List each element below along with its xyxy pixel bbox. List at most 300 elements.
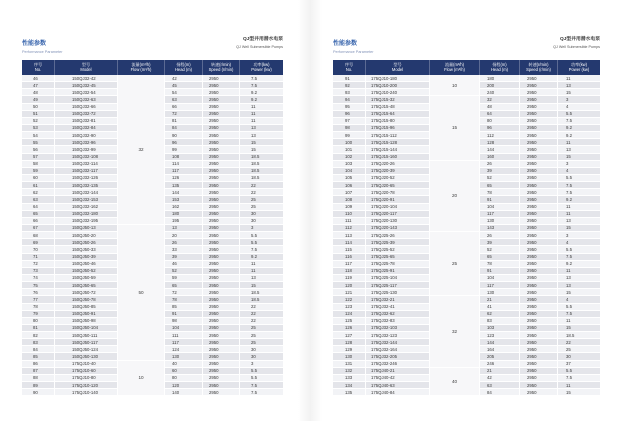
cell-head: 72 — [165, 289, 203, 296]
cell-power: 5.5 — [558, 304, 600, 311]
cell-head: 112 — [480, 132, 520, 139]
cell-model: 150QJ32-180 — [55, 211, 118, 218]
cell-speed: 2950 — [520, 353, 558, 360]
cell-model: 175QJ25-26 — [366, 232, 430, 239]
cell-head: 39 — [165, 254, 203, 261]
cell-power: 15 — [240, 146, 283, 153]
cell-power: 11 — [240, 111, 283, 118]
cell-speed: 2950 — [203, 132, 240, 139]
cell-speed: 2950 — [203, 161, 240, 168]
cell-model: 175QJ20-117 — [366, 211, 430, 218]
cell-speed: 2950 — [203, 232, 240, 239]
cell-speed: 2950 — [520, 289, 558, 296]
cell-head: 164 — [480, 346, 520, 353]
cell-power: 13 — [240, 125, 283, 132]
cell-head: 135 — [165, 182, 203, 189]
header-label-en: Power (kw) — [568, 67, 590, 73]
cell-model: 175QJ40-42 — [366, 375, 430, 382]
cell-speed: 2950 — [520, 211, 558, 218]
cell-model: 150QJ32-54 — [55, 89, 118, 96]
cell-power: 5.5 — [558, 175, 600, 182]
cell-power: 30 — [240, 353, 283, 360]
cell-power: 7.5 — [558, 311, 600, 318]
cell-model: 175QJ15-128 — [366, 139, 430, 146]
cell-head: 85 — [165, 304, 203, 311]
cell-head: 104 — [480, 275, 520, 282]
cell-head: 60 — [165, 368, 203, 375]
cell-power: 9.2 — [240, 96, 283, 103]
cell-head: 240 — [480, 89, 520, 96]
cell-power: 22 — [240, 311, 283, 318]
cell-speed: 2950 — [520, 161, 558, 168]
cell-speed: 2950 — [520, 118, 558, 125]
cell-no: 56 — [22, 146, 55, 153]
cell-speed: 2950 — [203, 182, 240, 189]
cell-speed: 2950 — [520, 268, 558, 275]
cell-power: 7.5 — [240, 382, 283, 389]
cell-head: 39 — [480, 239, 520, 246]
cell-speed: 2950 — [520, 389, 558, 396]
table-header-row — [333, 60, 600, 76]
cell-no: 128 — [333, 339, 366, 346]
cell-model: 175QJ32-41 — [366, 304, 430, 311]
cell-speed: 2950 — [203, 282, 240, 289]
cell-no: 79 — [22, 311, 55, 318]
cell-head: 78 — [165, 296, 203, 303]
cell-power: 11 — [558, 382, 600, 389]
cell-head: 160 — [480, 154, 520, 161]
cell-no: 101 — [333, 146, 366, 153]
cell-power: 3 — [240, 361, 283, 368]
cell-power: 7.5 — [558, 182, 600, 189]
cell-no: 50 — [22, 104, 55, 111]
header-label-en: Power (kw) — [251, 67, 272, 73]
cell-power: 11 — [558, 318, 600, 325]
table-header-row — [22, 60, 283, 76]
cell-head: 117 — [480, 211, 520, 218]
cell-no: 59 — [22, 168, 55, 175]
cell-head: 20 — [165, 232, 203, 239]
cell-no: 129 — [333, 346, 366, 353]
cell-no: 66 — [22, 218, 55, 225]
cell-head: 180 — [480, 75, 520, 82]
cell-model: 150QJ50-59 — [55, 275, 118, 282]
header-label-cn: 功率(kw) — [571, 62, 587, 68]
cell-speed: 2950 — [203, 82, 240, 89]
cell-no: 78 — [22, 304, 55, 311]
cell-head: 104 — [165, 325, 203, 332]
cell-no: 117 — [333, 261, 366, 268]
cell-speed: 2950 — [520, 82, 558, 89]
header-cell-power — [558, 60, 600, 76]
cell-power: 15 — [558, 225, 600, 232]
cell-power: 11 — [240, 118, 283, 125]
cell-power: 22 — [240, 318, 283, 325]
cell-model: 150QJ32-81 — [55, 118, 118, 125]
cell-model: 150QJ32-96 — [55, 139, 118, 146]
cell-flow: 25 — [430, 232, 480, 296]
cell-speed: 2950 — [520, 204, 558, 211]
cell-no: 108 — [333, 196, 366, 203]
cell-model: 175QJ32-164 — [366, 346, 430, 353]
cell-speed: 2950 — [520, 361, 558, 368]
cell-power: 5.5 — [558, 368, 600, 375]
cell-model: 175QJ25-91 — [366, 268, 430, 275]
cell-model: 150QJ50-78 — [55, 296, 118, 303]
header-label-en: Model — [80, 67, 92, 73]
cell-head: 21 — [480, 296, 520, 303]
cell-head: 39 — [480, 168, 520, 175]
cell-no: 96 — [333, 111, 366, 118]
product-title-en: QJ Well Submersible Pumps — [236, 44, 283, 49]
cell-power: 7.5 — [240, 75, 283, 82]
cell-model: 150QJ32-126 — [55, 175, 118, 182]
cell-no: 94 — [333, 96, 366, 103]
cell-model: 175QJ15-112 — [366, 132, 430, 139]
cell-model: 175QJ32-83 — [366, 318, 430, 325]
cell-head: 54 — [165, 89, 203, 96]
cell-speed: 2950 — [203, 96, 240, 103]
cell-no: 57 — [22, 154, 55, 161]
cell-speed: 2950 — [520, 346, 558, 353]
cell-power: 4 — [558, 168, 600, 175]
cell-no: 106 — [333, 182, 366, 189]
cell-speed: 2950 — [203, 325, 240, 332]
cell-power: 25 — [558, 346, 600, 353]
cell-no: 132 — [333, 368, 366, 375]
cell-flow: 10 — [430, 75, 480, 96]
cell-no: 49 — [22, 96, 55, 103]
cell-no: 111 — [333, 218, 366, 225]
cell-no: 91 — [333, 75, 366, 82]
header-label-en: Head (m) — [490, 67, 509, 73]
cell-head: 126 — [165, 175, 203, 182]
cell-head: 65 — [165, 282, 203, 289]
cell-head: 62 — [480, 311, 520, 318]
cell-model: 150QJ50-52 — [55, 268, 118, 275]
cell-speed: 2950 — [520, 196, 558, 203]
cell-speed: 2950 — [520, 111, 558, 118]
cell-head: 48 — [480, 104, 520, 111]
cell-head: 84 — [165, 125, 203, 132]
cell-no: 131 — [333, 361, 366, 368]
cell-no: 76 — [22, 289, 55, 296]
cell-speed: 2950 — [203, 225, 240, 232]
cell-no: 80 — [22, 318, 55, 325]
cell-head: 195 — [165, 218, 203, 225]
cell-power: 11 — [558, 211, 600, 218]
cell-head: 117 — [480, 282, 520, 289]
cell-power: 5.5 — [240, 368, 283, 375]
cell-no: 60 — [22, 175, 55, 182]
header-cell-speed — [520, 60, 558, 76]
cell-speed: 2950 — [520, 132, 558, 139]
cell-head: 78 — [480, 261, 520, 268]
cell-head: 96 — [165, 139, 203, 146]
cell-head: 200 — [480, 82, 520, 89]
cell-speed: 2950 — [203, 196, 240, 203]
cell-model: 175QJ25-104 — [366, 275, 430, 282]
cell-no: 97 — [333, 118, 366, 125]
cell-no: 85 — [22, 353, 55, 360]
cell-speed: 2950 — [520, 104, 558, 111]
cell-speed: 2950 — [203, 125, 240, 132]
header-label-en: No. — [345, 67, 353, 73]
cell-head: 143 — [480, 225, 520, 232]
cell-model: 175QJ25-65 — [366, 254, 430, 261]
table-body — [22, 75, 283, 396]
cell-power: 9.2 — [558, 196, 600, 203]
cell-no: 84 — [22, 346, 55, 353]
cell-power: 11 — [558, 139, 600, 146]
cell-head: 84 — [480, 389, 520, 396]
cell-head: 90 — [165, 132, 203, 139]
cell-no: 46 — [22, 75, 55, 82]
cell-head: 13 — [165, 225, 203, 232]
cell-model: 150QJ50-72 — [55, 289, 118, 296]
cell-head: 46 — [165, 261, 203, 268]
cell-no: 103 — [333, 161, 366, 168]
cell-head: 124 — [165, 346, 203, 353]
cell-head: 66 — [165, 104, 203, 111]
cell-speed: 2950 — [520, 339, 558, 346]
cell-model: 150QJ50-46 — [55, 261, 118, 268]
cell-model: 175QJ32-103 — [366, 325, 430, 332]
cell-model: 150QJ50-85 — [55, 304, 118, 311]
cell-speed: 2950 — [203, 375, 240, 382]
cell-model: 150QJ32-42 — [55, 75, 118, 82]
cell-no: 88 — [22, 375, 55, 382]
cell-flow: 10 — [118, 361, 165, 397]
cell-speed: 2950 — [520, 332, 558, 339]
catalog-page-right — [310, 0, 620, 421]
cell-model: 150QJ50-98 — [55, 318, 118, 325]
cell-flow: 15 — [430, 96, 480, 160]
cell-power: 9.2 — [558, 132, 600, 139]
cell-model: 175QJ20-104 — [366, 204, 430, 211]
header-label-cn: 序号 — [33, 62, 43, 68]
header-label-en: Speed (r/min) — [526, 67, 551, 73]
section-title-en: Performance Parameter — [333, 49, 374, 54]
cell-model: 150QJ32-45 — [55, 82, 118, 89]
header-label-en: Model — [391, 67, 404, 73]
cell-model: 150QJ32-63 — [55, 96, 118, 103]
cell-head: 111 — [165, 332, 203, 339]
cell-model: 175QJ10-140 — [55, 389, 118, 396]
header-cell-model — [55, 60, 118, 76]
cell-speed: 2950 — [520, 232, 558, 239]
cell-model: 150QJ32-66 — [55, 104, 118, 111]
cell-head: 64 — [480, 111, 520, 118]
cell-power: 15 — [558, 154, 600, 161]
cell-model: 150QJ32-195 — [55, 218, 118, 225]
cell-power: 30 — [558, 353, 600, 360]
cell-power: 22 — [240, 189, 283, 196]
cell-power: 25 — [240, 204, 283, 211]
cell-head: 98 — [165, 318, 203, 325]
cell-power: 22 — [558, 339, 600, 346]
cell-head: 130 — [165, 353, 203, 360]
cell-power: 4 — [558, 296, 600, 303]
cell-no: 68 — [22, 232, 55, 239]
cell-power: 9.2 — [558, 261, 600, 268]
cell-head: 120 — [165, 382, 203, 389]
cell-head: 80 — [165, 375, 203, 382]
cell-power: 7.5 — [558, 118, 600, 125]
cell-speed: 2950 — [203, 89, 240, 96]
cell-no: 124 — [333, 311, 366, 318]
cell-speed: 2950 — [203, 218, 240, 225]
cell-no: 98 — [333, 125, 366, 132]
cell-power: 30 — [240, 211, 283, 218]
cell-no: 62 — [22, 189, 55, 196]
cell-speed: 2950 — [520, 125, 558, 132]
cell-model: 175QJ32-21 — [366, 296, 430, 303]
cell-power: 25 — [240, 196, 283, 203]
cell-model: 150QJ32-144 — [55, 189, 118, 196]
cell-model: 150QJ32-162 — [55, 204, 118, 211]
cell-no: 120 — [333, 282, 366, 289]
cell-model: 175QJ20-39 — [366, 168, 430, 175]
header-cell-no — [22, 60, 55, 76]
cell-model: 175QJ25-117 — [366, 282, 430, 289]
cell-speed: 2950 — [203, 289, 240, 296]
cell-no: 113 — [333, 232, 366, 239]
cell-flow: 40 — [430, 368, 480, 397]
section-title-cn: 性能参数 — [22, 41, 47, 47]
header-label-en: Flow (m³/h) — [130, 67, 152, 73]
cell-power: 25 — [240, 339, 283, 346]
cell-speed: 2950 — [520, 261, 558, 268]
cell-no: 121 — [333, 289, 366, 296]
cell-power: 11 — [558, 75, 600, 82]
cell-model: 150QJ32-117 — [55, 168, 118, 175]
cell-power: 25 — [240, 325, 283, 332]
cell-model: 150QJ50-13 — [55, 225, 118, 232]
cell-head: 40 — [165, 361, 203, 368]
cell-speed: 2950 — [203, 304, 240, 311]
cell-power: 7.5 — [558, 254, 600, 261]
cell-power: 15 — [558, 389, 600, 396]
header-label-en: Speed (r/min) — [208, 67, 234, 73]
cell-no: 107 — [333, 189, 366, 196]
cell-head: 144 — [165, 189, 203, 196]
cell-model: 150QJ50-117 — [55, 339, 118, 346]
cell-no: 114 — [333, 239, 366, 246]
cell-speed: 2950 — [520, 175, 558, 182]
cell-head: 65 — [480, 254, 520, 261]
cell-head: 52 — [165, 268, 203, 275]
cell-model: 150QJ50-26 — [55, 239, 118, 246]
cell-model: 175QJ10-40 — [55, 361, 118, 368]
cell-head: 80 — [480, 118, 520, 125]
cell-power: 9.2 — [240, 254, 283, 261]
cell-power: 3 — [558, 161, 600, 168]
cell-model: 175QJ15-160 — [366, 154, 430, 161]
cell-power: 15 — [558, 325, 600, 332]
header-label-cn: 扬程(m) — [176, 62, 191, 68]
cell-head: 65 — [480, 182, 520, 189]
cell-power: 25 — [240, 332, 283, 339]
header-cell-speed — [203, 60, 240, 76]
cell-power: 7.5 — [240, 82, 283, 89]
cell-no: 83 — [22, 339, 55, 346]
cell-speed: 2950 — [203, 118, 240, 125]
cell-no: 77 — [22, 296, 55, 303]
cell-power: 18.5 — [240, 154, 283, 161]
cell-power: 18.5 — [558, 332, 600, 339]
cell-no: 99 — [333, 132, 366, 139]
cell-model: 175QJ32-123 — [366, 332, 430, 339]
cell-speed: 2950 — [520, 246, 558, 253]
cell-no: 112 — [333, 225, 366, 232]
cell-no: 67 — [22, 225, 55, 232]
cell-no: 58 — [22, 161, 55, 168]
cell-model: 175QJ40-84 — [366, 389, 430, 396]
cell-head: 83 — [480, 318, 520, 325]
cell-no: 122 — [333, 296, 366, 303]
cell-no: 71 — [22, 254, 55, 261]
cell-model: 175QJ15-96 — [366, 125, 430, 132]
section-title-en: Performance Parameter — [22, 49, 63, 54]
cell-power: 13 — [240, 132, 283, 139]
cell-power: 30 — [240, 218, 283, 225]
cell-no: 63 — [22, 196, 55, 203]
cell-power: 18.5 — [240, 296, 283, 303]
cell-speed: 2950 — [520, 146, 558, 153]
cell-speed: 2950 — [203, 353, 240, 360]
cell-no: 134 — [333, 382, 366, 389]
cell-power: 5.5 — [240, 232, 283, 239]
cell-speed: 2950 — [203, 311, 240, 318]
cell-model: 150QJ50-130 — [55, 353, 118, 360]
cell-speed: 2950 — [520, 375, 558, 382]
cell-no: 82 — [22, 332, 55, 339]
cell-speed: 2950 — [203, 332, 240, 339]
cell-power: 7.5 — [558, 189, 600, 196]
cell-speed: 2950 — [203, 189, 240, 196]
cell-speed: 2950 — [520, 275, 558, 282]
cell-head: 103 — [480, 325, 520, 332]
cell-model: 175QJ15-32 — [366, 96, 430, 103]
cell-model: 150QJ32-135 — [55, 182, 118, 189]
cell-head: 130 — [480, 289, 520, 296]
cell-head: 72 — [165, 111, 203, 118]
cell-model: 175QJ20-91 — [366, 196, 430, 203]
cell-head: 144 — [480, 146, 520, 153]
cell-speed: 2950 — [203, 275, 240, 282]
cell-speed: 2950 — [203, 296, 240, 303]
cell-speed: 2950 — [203, 139, 240, 146]
cell-model: 150QJ50-124 — [55, 346, 118, 353]
cell-model: 175QJ20-78 — [366, 189, 430, 196]
cell-no: 55 — [22, 139, 55, 146]
performance-table — [22, 60, 283, 397]
cell-speed: 2950 — [520, 382, 558, 389]
header-label-cn: 序号 — [344, 62, 354, 68]
cell-model: 150QJ50-91 — [55, 311, 118, 318]
cell-model: 175QJ15-144 — [366, 146, 430, 153]
cell-head: 41 — [480, 304, 520, 311]
cell-speed: 2950 — [203, 146, 240, 153]
cell-power: 3 — [558, 96, 600, 103]
cell-power: 4 — [558, 104, 600, 111]
header-cell-no — [333, 60, 366, 76]
cell-no: 86 — [22, 361, 55, 368]
cell-speed: 2950 — [520, 154, 558, 161]
cell-head: 63 — [480, 382, 520, 389]
cell-head: 81 — [165, 118, 203, 125]
